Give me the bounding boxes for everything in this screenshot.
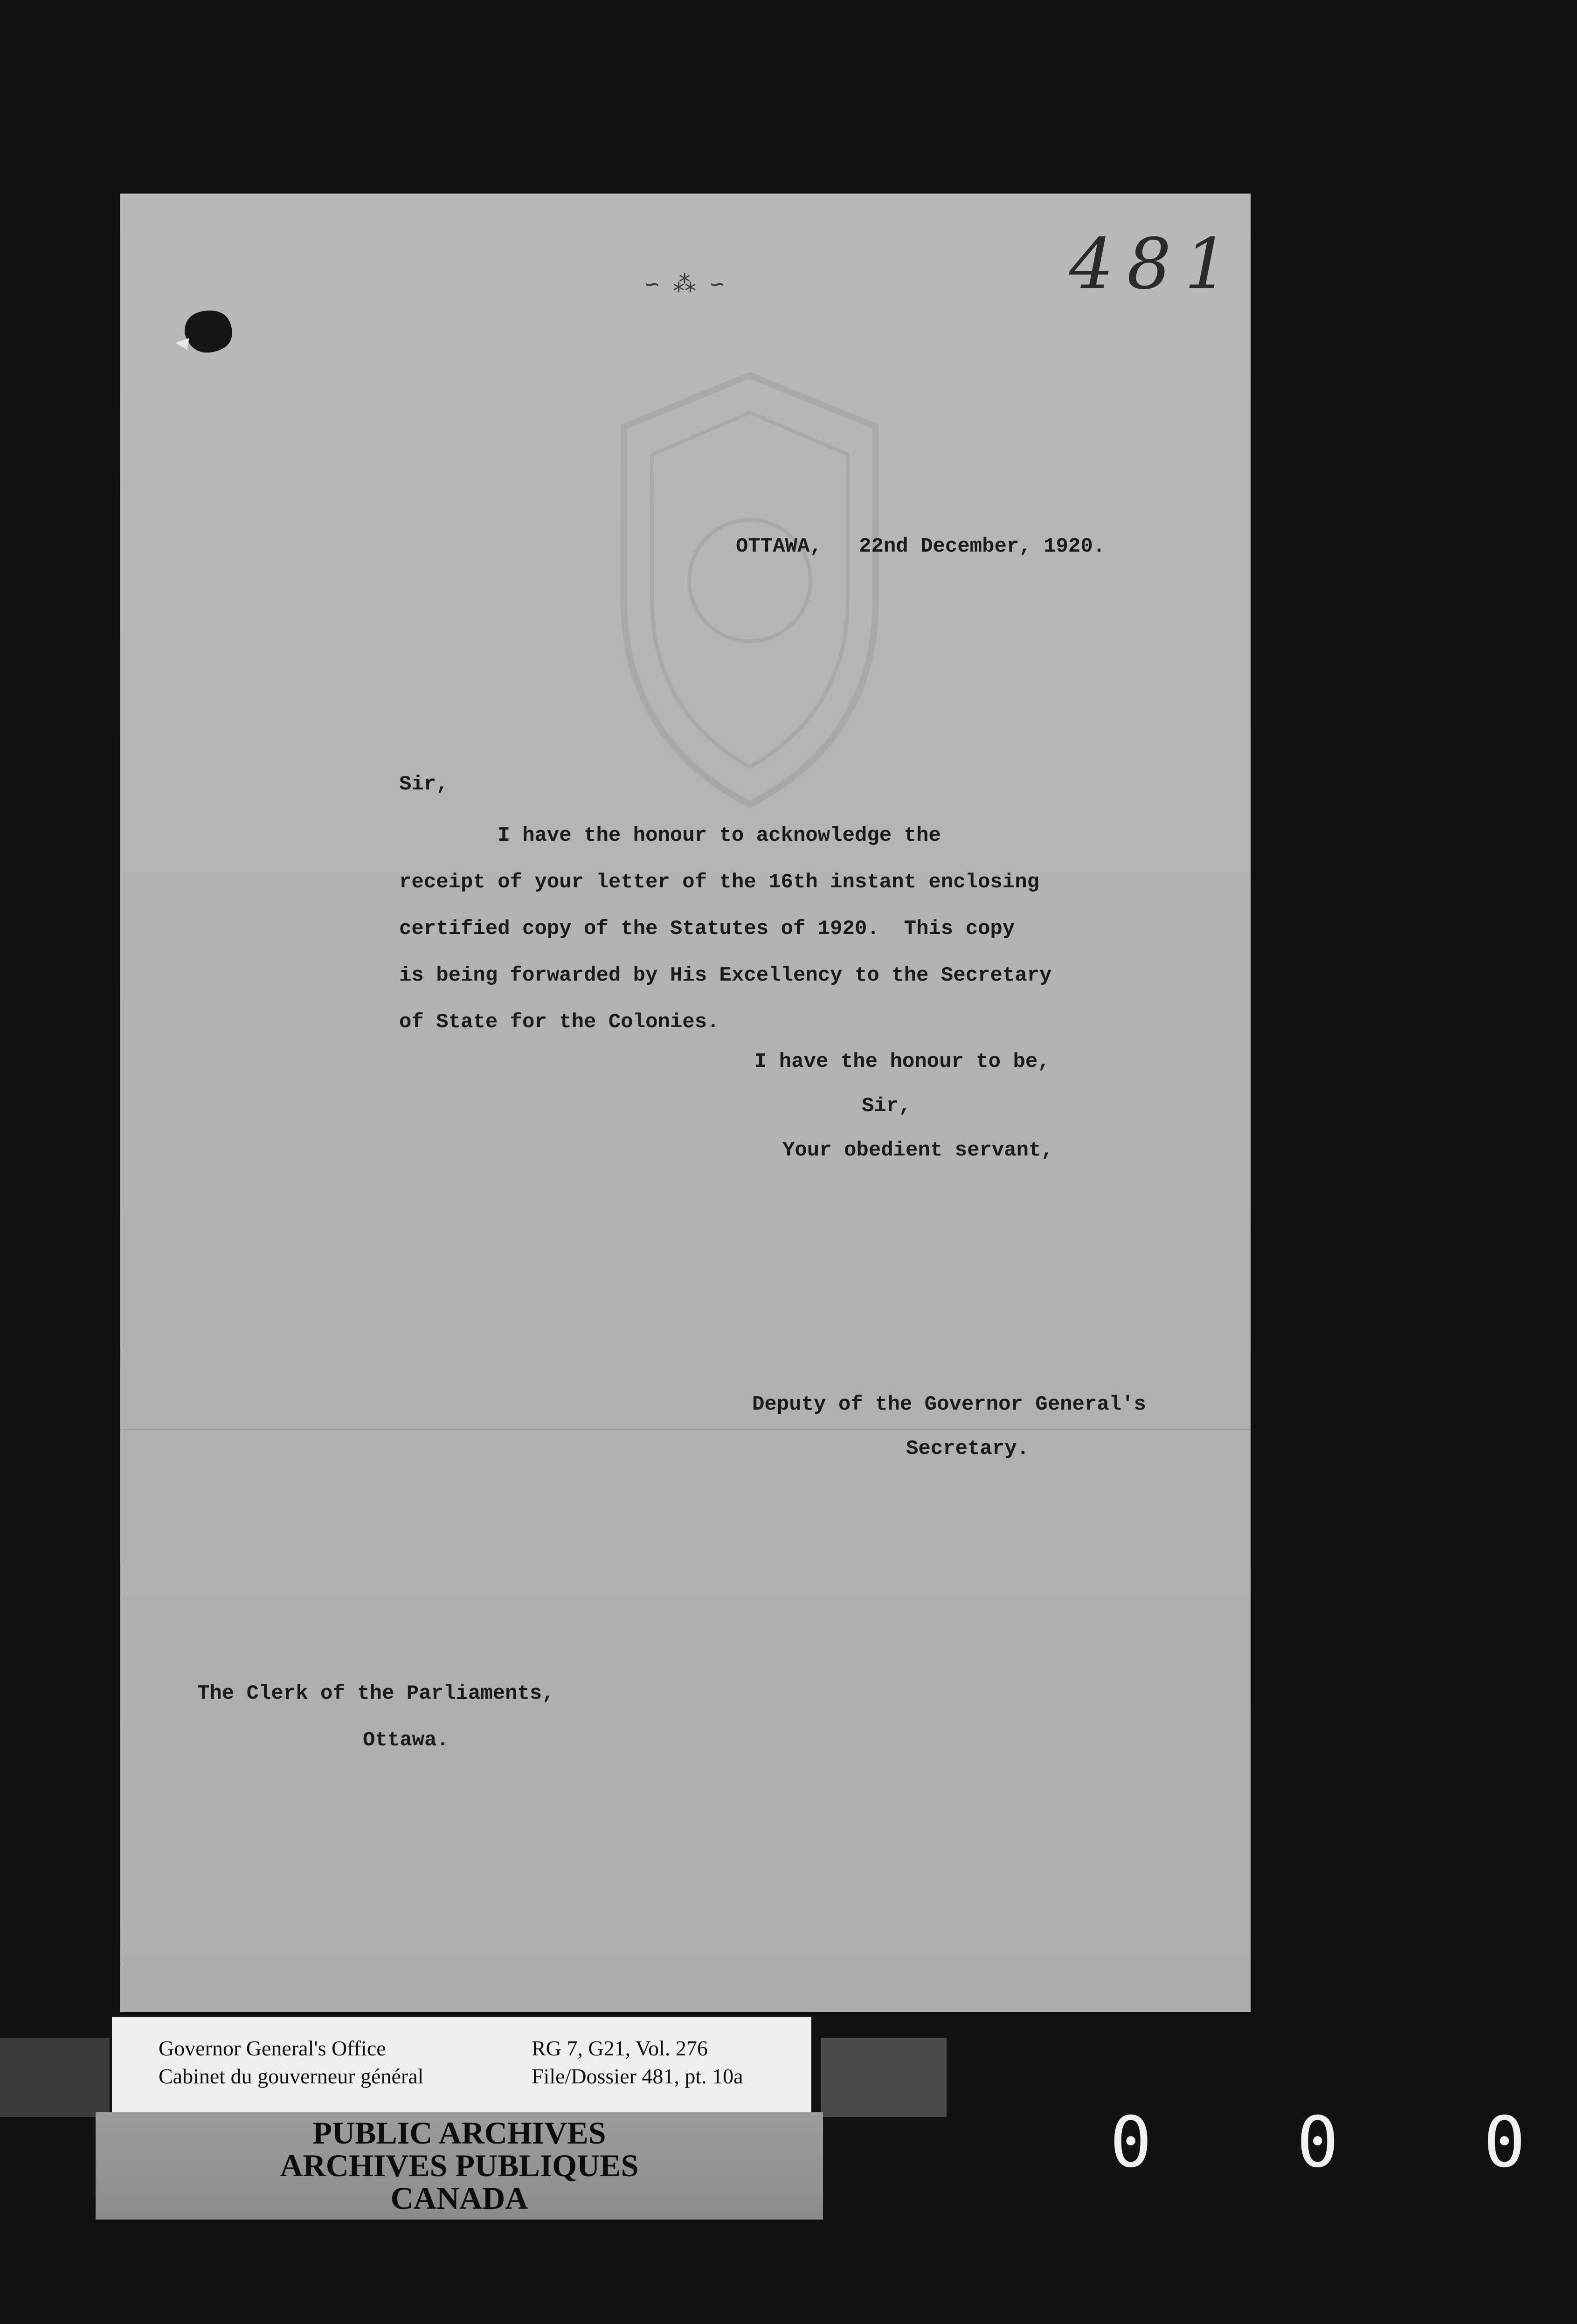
closing-line: Your obedient servant, [782, 1139, 1053, 1162]
body-line: I have the honour to acknowledge the [399, 824, 941, 847]
embossed-crest-watermark [587, 357, 913, 823]
date-line: OTTAWA, 22nd December, 1920. [736, 535, 1106, 558]
office-name-english: Governor General's Office [159, 2036, 386, 2060]
addressee-line: Ottawa. [363, 1729, 449, 1752]
film-edge-strip [0, 2038, 110, 2117]
body-line: certified copy of the Statutes of 1920. This copy [399, 917, 1015, 941]
microfilm-frame-counter: 0 0 0 [1110, 2102, 1577, 2183]
closing-line: I have the honour to be, [754, 1050, 1050, 1073]
film-edge-strip [821, 2038, 947, 2117]
addressee-line: The Clerk of the Parliaments, [197, 1682, 554, 1705]
signature-title: Deputy of the Governor General's [752, 1393, 1146, 1416]
handwritten-page-number: 481 [1069, 224, 1242, 305]
record-group-reference: RG 7, G21, Vol. 276 [532, 2036, 708, 2060]
archive-reference-label [112, 2017, 811, 2112]
closing-line: Sir, [862, 1094, 911, 1118]
banner-line: ARCHIVES PUBLIQUES [280, 2148, 639, 2183]
body-line: receipt of your letter of the 16th instant enclosing [399, 871, 1040, 894]
office-name-french: Cabinet du gouverneur général [159, 2064, 424, 2088]
letterhead-ornament: ∽ ⁂ ∽ [645, 273, 725, 299]
signature-title: Secretary. [906, 1437, 1030, 1460]
punch-hole [175, 305, 238, 357]
banner-line: CANADA [390, 2180, 528, 2216]
fold-line [120, 1429, 1251, 1430]
body-line: is being forwarded by His Excellency to the Secretary [399, 964, 1052, 987]
file-reference: File/Dossier 481, pt. 10a [532, 2064, 743, 2088]
salutation: Sir, [399, 773, 449, 796]
banner-line: PUBLIC ARCHIVES [312, 2115, 606, 2151]
public-archives-banner [96, 2112, 823, 2220]
letter-page [120, 194, 1251, 2012]
body-line: of State for the Colonies. [399, 1010, 719, 1034]
